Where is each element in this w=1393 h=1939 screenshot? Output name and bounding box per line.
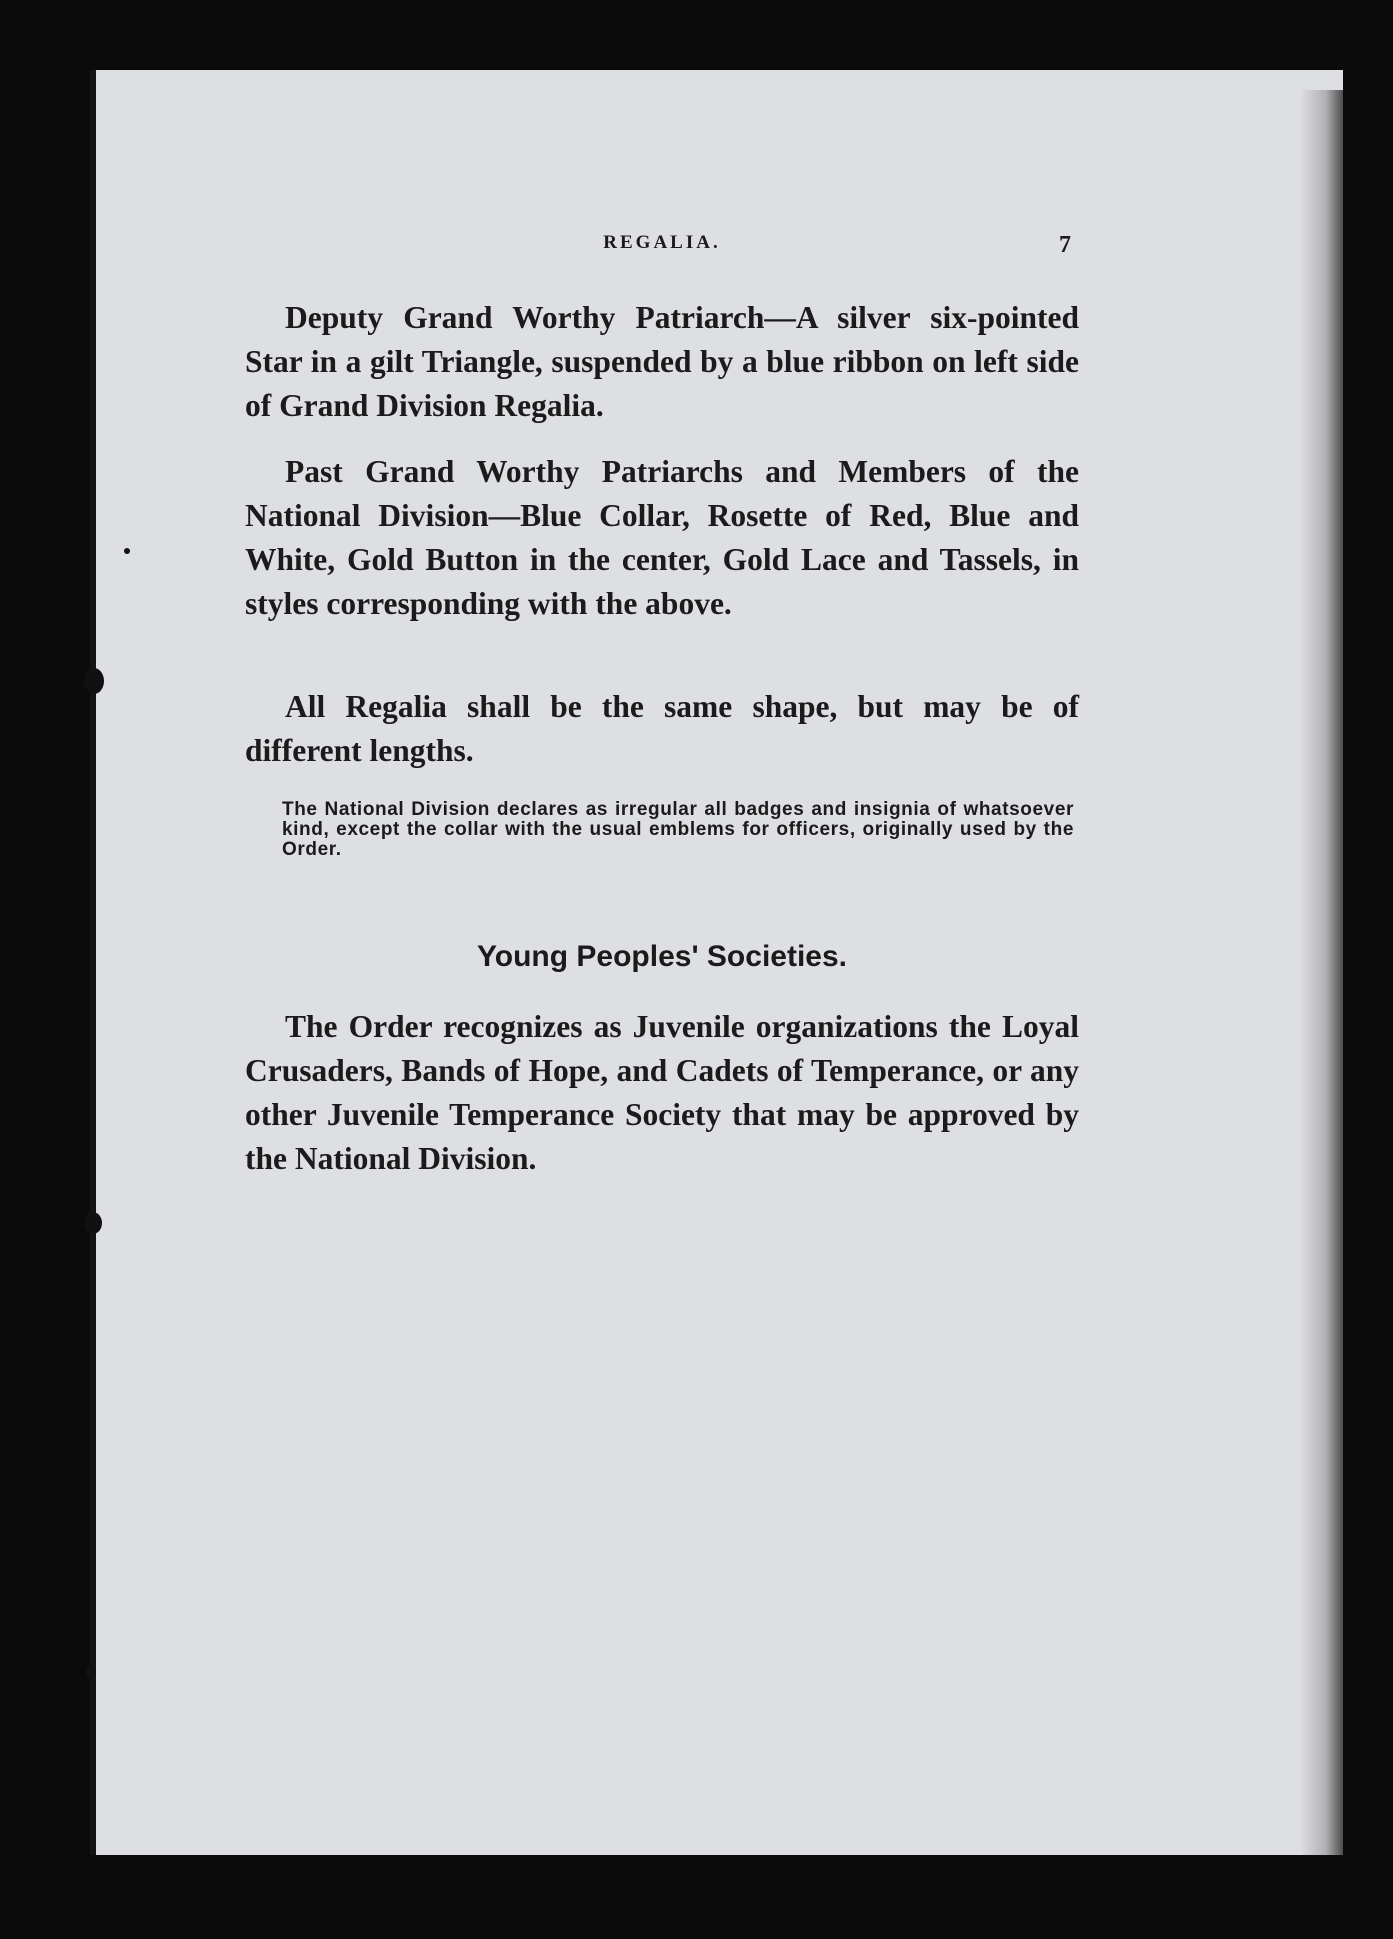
paragraph-regalia-shape: All Regalia shall be the same shape, but may be of different lengths. — [245, 689, 1079, 768]
section-heading: Young Peoples' Societies. — [476, 940, 847, 973]
speck-mark — [124, 548, 130, 554]
paragraph-past-grand-worthy-patriarchs: Past Grand Worthy Patriarchs and Members of the National Division—Blue Collar, Rosette of Red, Blue and White, Gold Button in the center, Gold Lace and Tassels, in styles corresponding with the above. — [245, 454, 1079, 621]
binding-edge — [90, 70, 96, 1855]
page-number: 7 — [1059, 232, 1071, 258]
note-irregular-badges: The National Division declares as irregular all badges and insignia of whatsoever kind, except the collar with the usual emblems for officers, originally used by the Order. — [282, 799, 1074, 860]
paragraph-juvenile-organizations: The Order recognizes as Juvenile organizations the Loyal Crusaders, Bands of Hope, and Cadets of Temperance, or any other Juvenile Temperance Society that may be approved by the National Division. — [245, 1009, 1079, 1176]
binding-mark — [84, 668, 104, 694]
binding-mark — [86, 1665, 96, 1679]
running-head-title: REGALIA. — [603, 232, 721, 253]
running-head — [245, 232, 1079, 262]
page-edge-shadow — [1300, 90, 1343, 1855]
binding-mark — [84, 1212, 102, 1234]
paragraph-deputy-grand-worthy-patriarch: Deputy Grand Worthy Patriarch—A silver six-pointed Star in a gilt Triangle, suspended by a blue ribbon on left side of Grand Division Regalia. — [245, 300, 1079, 423]
